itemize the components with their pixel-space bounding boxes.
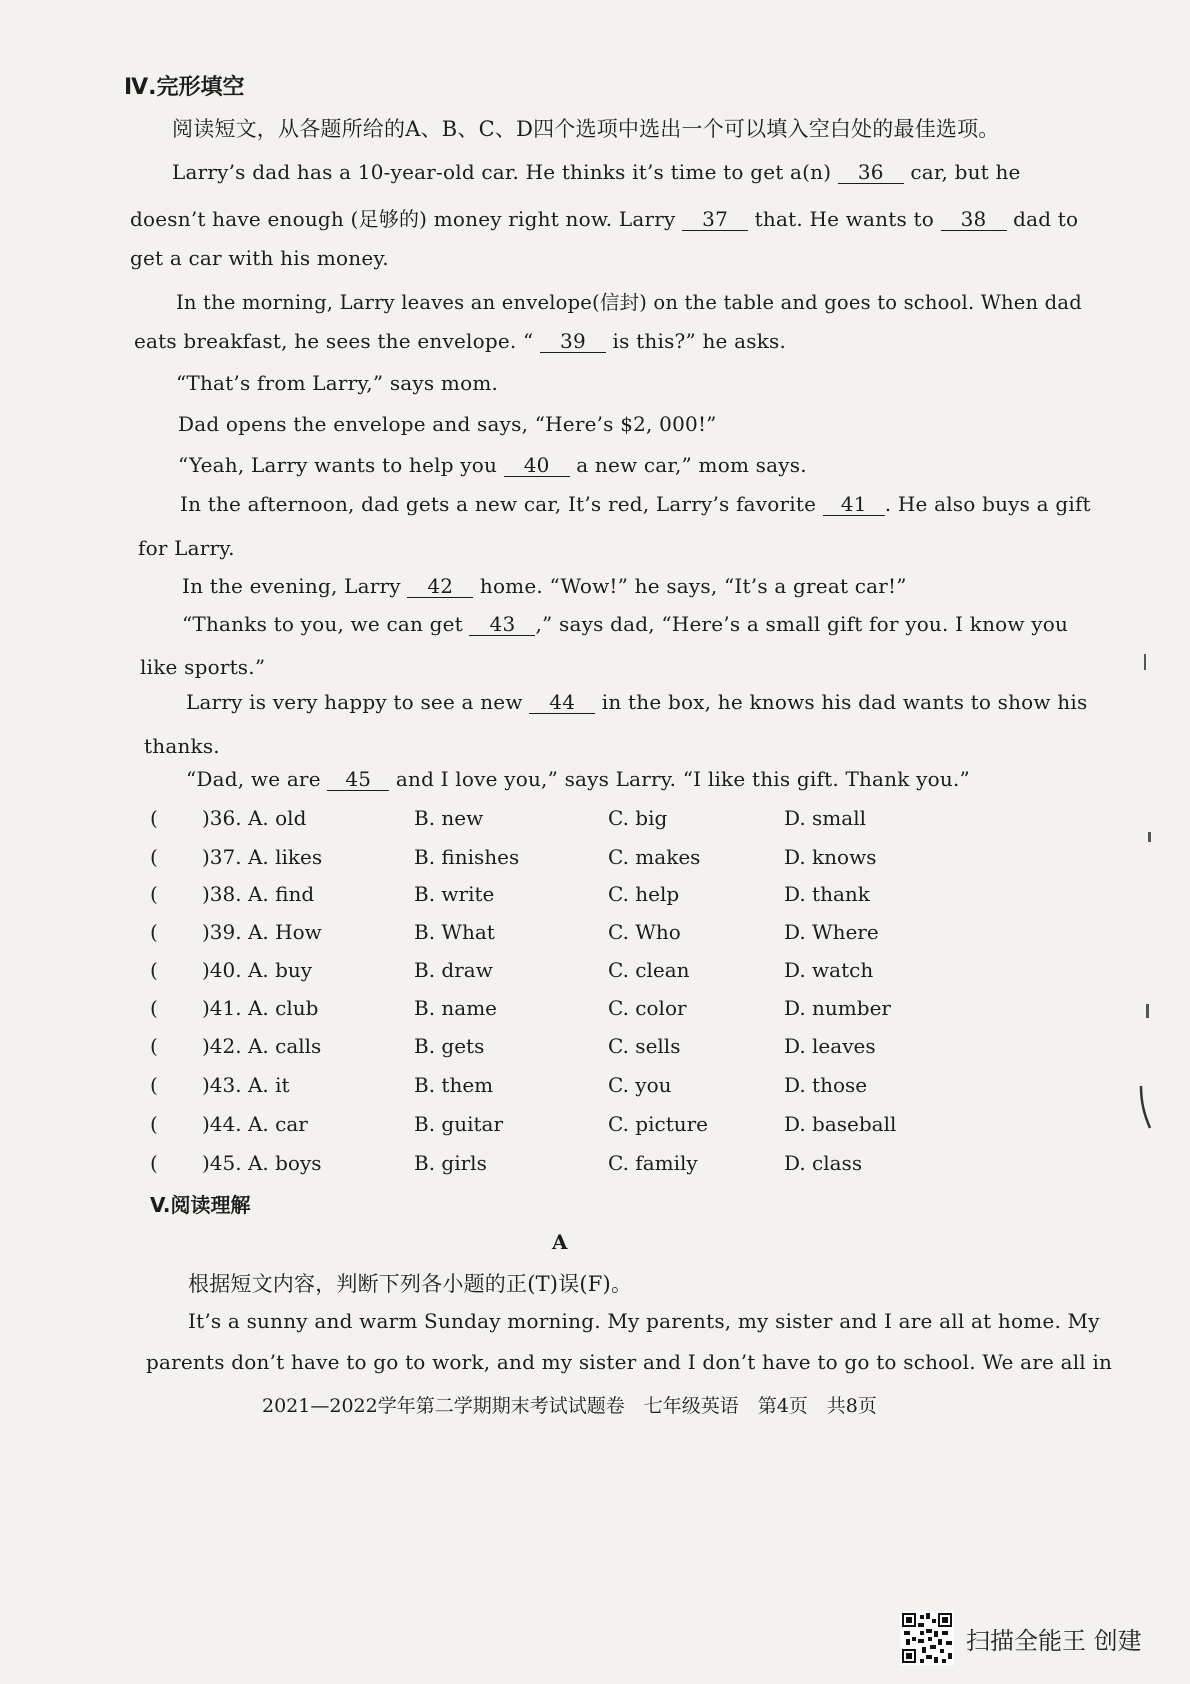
option-b: B. guitar <box>414 1112 504 1136</box>
part-label: A <box>552 1230 568 1254</box>
answer-paren: ( <box>150 845 158 869</box>
option-d: D. those <box>784 1073 868 1097</box>
option-a: )39. A. How <box>202 920 322 944</box>
option-b: B. gets <box>414 1034 485 1058</box>
passage-line: like sports.” <box>140 655 266 679</box>
passage-text: a new car,” mom says. <box>576 453 807 477</box>
passage-line <box>178 453 807 477</box>
option-d: D. watch <box>784 958 874 982</box>
option-d: D. number <box>784 996 891 1020</box>
passage-text: dad to <box>1013 207 1079 231</box>
option-a: )41. A. club <box>202 996 319 1020</box>
passage-line: for Larry. <box>138 536 235 560</box>
option-a: )37. A. likes <box>202 845 323 869</box>
answer-paren: ( <box>150 958 158 982</box>
passage-line: thanks. <box>144 734 220 758</box>
passage-line <box>186 690 1087 714</box>
blank-38: 38 <box>941 209 1007 231</box>
option-c: C. Who <box>608 920 681 944</box>
passage-text: car, but he <box>910 160 1021 184</box>
passage-line <box>186 767 970 791</box>
passage-text: doesn’t have enough (足够的) money right now. Larry <box>130 207 676 231</box>
answer-paren: ( <box>150 806 158 830</box>
passage-line <box>172 160 1021 184</box>
option-c: C. sells <box>608 1034 681 1058</box>
option-b: B. name <box>414 996 498 1020</box>
scanner-watermark: 扫描全能王 创建 <box>966 1627 1142 1655</box>
option-a: )42. A. calls <box>202 1034 322 1058</box>
option-d: D. class <box>784 1151 863 1175</box>
blank-37: 37 <box>682 209 748 231</box>
reading-line: It’s a sunny and warm Sunday morning. My parents, my sister and I are all at home. My <box>188 1309 1100 1333</box>
option-c: C. you <box>608 1073 672 1097</box>
section-5-title: V.阅读理解 <box>150 1193 251 1217</box>
answer-paren: ( <box>150 1151 158 1175</box>
passage-line <box>182 574 907 598</box>
passage-text: In the afternoon, dad gets a new car, It’s red, Larry’s favorite <box>180 492 817 516</box>
option-a: )40. A. buy <box>202 958 313 982</box>
passage-text: In the evening, Larry <box>182 574 401 598</box>
blank-36: 36 <box>838 162 904 184</box>
passage-text: is this?” he asks. <box>612 329 787 353</box>
option-a: )36. A. old <box>202 806 307 830</box>
option-b: B. new <box>414 806 484 830</box>
blank-39: 39 <box>540 331 606 353</box>
passage-text: in the box, he knows his dad wants to show his <box>601 690 1088 714</box>
option-a: )38. A. find <box>202 882 315 906</box>
answer-paren: ( <box>150 920 158 944</box>
option-d: D. knows <box>784 845 877 869</box>
page-footer: 2021—2022学年第二学期期末考试试题卷 七年级英语 第4页 共8页 <box>262 1395 877 1417</box>
option-b: B. write <box>414 882 495 906</box>
blank-41: 41 <box>823 494 885 516</box>
passage-text: Larry is very happy to see a new <box>186 690 523 714</box>
option-b: B. finishes <box>414 845 520 869</box>
option-d: D. leaves <box>784 1034 876 1058</box>
passage-line <box>182 612 1068 636</box>
passage-text: “Thanks to you, we can get <box>182 612 463 636</box>
passage-text: home. “Wow!” he says, “It’s a great car!” <box>479 574 907 598</box>
passage-text: . He also buys a gift <box>884 492 1091 516</box>
blank-43: 43 <box>469 614 535 636</box>
option-a: )45. A. boys <box>202 1151 322 1175</box>
answer-paren: ( <box>150 1034 158 1058</box>
answer-paren: ( <box>150 1073 158 1097</box>
option-c: C. family <box>608 1151 698 1175</box>
option-c: C. help <box>608 882 680 906</box>
passage-line <box>130 203 1078 232</box>
passage-text: Larry’s dad has a 10-year-old car. He thinks it’s time to get a(n) <box>172 160 832 184</box>
option-b: B. draw <box>414 958 493 982</box>
option-d: D. small <box>784 806 866 830</box>
option-c: C. clean <box>608 958 690 982</box>
option-b: B. them <box>414 1073 494 1097</box>
option-c: C. makes <box>608 845 701 869</box>
section-5-instruction: 根据短文内容，判断下列各小题的正(T)误(F)。 <box>188 1272 633 1296</box>
passage-text: that. He wants to <box>754 207 934 231</box>
blank-42: 42 <box>407 576 473 598</box>
section-4-instruction: 阅读短文，从各题所给的A、B、C、D四个选项中选出一个可以填入空白处的最佳选项。 <box>172 117 1000 141</box>
passage-line: get a car with his money. <box>130 246 389 270</box>
passage-text: ,” says dad, “Here’s a small gift for you. I know you <box>535 612 1069 636</box>
answer-paren: ( <box>150 996 158 1020</box>
passage-text: and I love you,” says Larry. “I like this gift. Thank you.” <box>395 767 970 791</box>
passage-line: In the morning, Larry leaves an envelope(信封) on the table and goes to school. When dad <box>176 291 1082 314</box>
option-d: D. thank <box>784 882 870 906</box>
passage-text: “Dad, we are <box>186 767 321 791</box>
answer-paren: ( <box>150 1112 158 1136</box>
option-a: )43. A. it <box>202 1073 290 1097</box>
option-b: B. What <box>414 920 495 944</box>
passage-line: Dad opens the envelope and says, “Here’s $2, 000!” <box>178 412 717 436</box>
option-d: D. Where <box>784 920 879 944</box>
passage-text: eats breakfast, he sees the envelope. “ <box>134 329 534 353</box>
passage-line <box>180 492 1091 516</box>
scan-mark <box>1146 1004 1149 1018</box>
qr-code-icon <box>900 1611 954 1665</box>
passage-text: “Yeah, Larry wants to help you <box>178 453 498 477</box>
option-a: )44. A. car <box>202 1112 308 1136</box>
answer-paren: ( <box>150 882 158 906</box>
passage-line <box>134 329 786 353</box>
option-c: C. big <box>608 806 668 830</box>
option-c: C. picture <box>608 1112 709 1136</box>
blank-44: 44 <box>529 692 595 714</box>
scan-mark <box>1138 1084 1152 1132</box>
option-c: C. color <box>608 996 687 1020</box>
scan-mark <box>1144 654 1146 670</box>
blank-40: 40 <box>504 455 570 477</box>
scan-mark <box>1148 832 1151 842</box>
passage-line: “That’s from Larry,” says mom. <box>176 371 499 395</box>
reading-line: parents don’t have to go to work, and my sister and I don’t have to go to school. We are all in <box>146 1350 1113 1374</box>
option-d: D. baseball <box>784 1112 897 1136</box>
blank-45: 45 <box>327 769 389 791</box>
option-b: B. girls <box>414 1151 487 1175</box>
section-4-title: Ⅳ.完形填空 <box>124 75 245 100</box>
